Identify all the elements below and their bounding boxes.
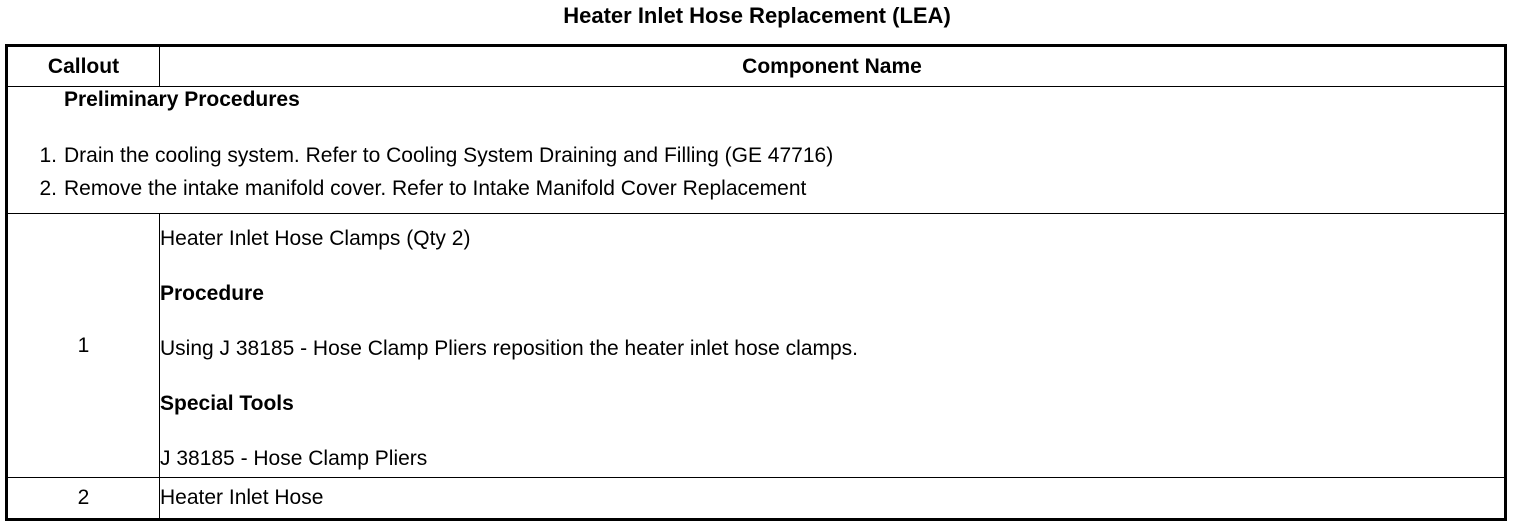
list-item [8,172,1504,205]
procedure-text: Using J 38185 - Hose Clamp Pliers reposition the heater inlet hose clamps. [160,337,859,360]
column-header-callout: Callout [7,46,160,87]
table-header-row [7,46,1506,87]
step-number: 2. [39,177,57,200]
special-tools-text: J 38185 - Hose Clamp Pliers [160,447,428,470]
preliminary-row [7,87,1506,214]
component-name: Heater Inlet Hose Clamps (Qty 2) [160,227,471,250]
callout-cell: 2 [7,478,160,520]
procedure-heading: Procedure [160,282,264,305]
document-title: Heater Inlet Hose Replacement (LEA) [563,3,951,28]
component-cell [160,214,1506,478]
list-item [8,139,1504,172]
callout-cell: 1 [7,214,160,478]
preliminary-cell [7,87,1506,214]
table-row [7,214,1506,478]
preliminary-steps [8,139,1504,205]
step-text: Remove the intake manifold cover. Refer to Intake Manifold Cover Replacement [64,177,807,200]
special-tools-heading: Special Tools [160,392,294,415]
step-number: 1. [39,144,57,167]
component-table [5,44,1507,521]
component-name: Heater Inlet Hose [160,478,1506,520]
table-row [7,478,1506,520]
preliminary-heading: Preliminary Procedures [64,88,300,111]
column-header-component-name: Component Name [160,46,1506,87]
step-text: Drain the cooling system. Refer to Cooling System Draining and Filling (GE 47716) [64,144,834,167]
